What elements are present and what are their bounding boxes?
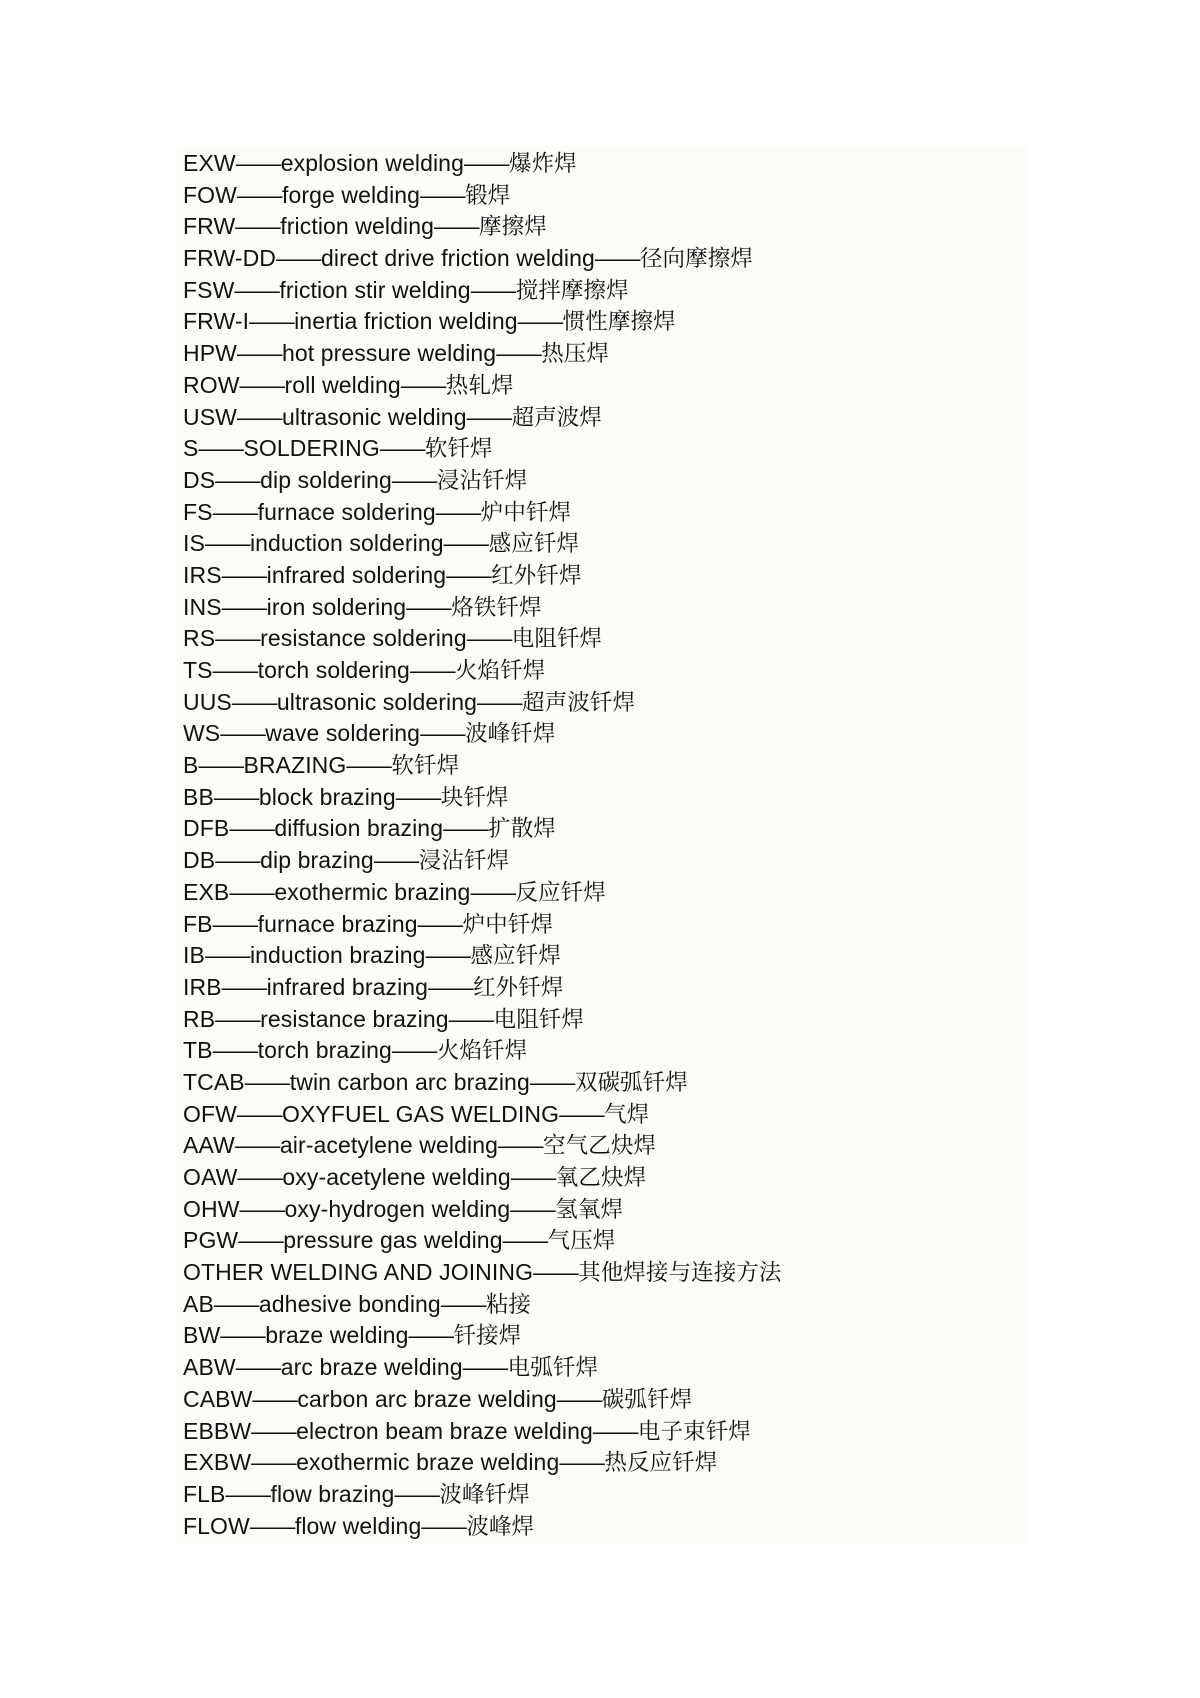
entry-english-term: carbon arc braze welding bbox=[297, 1385, 557, 1412]
entry-code: UUS bbox=[183, 688, 232, 715]
glossary-entry bbox=[183, 465, 782, 497]
entry-code: ABW bbox=[183, 1354, 236, 1381]
glossary-entry bbox=[183, 972, 782, 1004]
entry-separator: —— bbox=[559, 1100, 605, 1127]
entry-code: FS bbox=[183, 498, 213, 525]
glossary-entry bbox=[183, 528, 782, 560]
entry-code: FB bbox=[183, 910, 213, 937]
entry-english-term: iron soldering bbox=[266, 593, 407, 620]
entry-english-term: electron beam braze welding bbox=[296, 1417, 593, 1444]
entry-code: EBBW bbox=[183, 1417, 252, 1444]
glossary-entry bbox=[183, 782, 782, 814]
entry-separator: —— bbox=[220, 720, 266, 747]
entry-separator: —— bbox=[225, 1480, 271, 1507]
entry-english-term: SOLDERING bbox=[243, 435, 380, 462]
entry-english-term: flow brazing bbox=[270, 1480, 395, 1507]
glossary-entry bbox=[183, 1257, 782, 1289]
entry-separator: —— bbox=[235, 1354, 281, 1381]
entry-separator: —— bbox=[517, 308, 563, 335]
entry-chinese-term: 电阻钎焊 bbox=[493, 1006, 585, 1033]
glossary-entry bbox=[183, 1289, 782, 1321]
glossary-entry bbox=[183, 623, 782, 655]
entry-chinese-term: 爆炸焊 bbox=[508, 151, 577, 177]
entry-separator: —— bbox=[594, 245, 640, 272]
entry-chinese-term: 气焊 bbox=[604, 1101, 650, 1128]
glossary-entry bbox=[183, 750, 782, 782]
entry-chinese-term: 粘接 bbox=[485, 1291, 532, 1318]
entry-code: FRW bbox=[183, 213, 236, 240]
entry-code: BB bbox=[183, 783, 214, 810]
entry-english-term: forge welding bbox=[281, 181, 421, 208]
entry-separator: —— bbox=[400, 371, 446, 398]
entry-english-term: adhesive bonding bbox=[258, 1290, 441, 1317]
entry-code: HPW bbox=[183, 340, 237, 367]
entry-separator: —— bbox=[470, 276, 516, 303]
entry-separator: —— bbox=[498, 1132, 544, 1159]
entry-english-term: exothermic brazing bbox=[274, 878, 471, 905]
entry-chinese-term: 浸沾钎焊 bbox=[418, 848, 510, 875]
entry-code: AB bbox=[183, 1290, 214, 1317]
entry-separator: —— bbox=[236, 340, 282, 367]
glossary-entry bbox=[183, 909, 782, 941]
entry-separator: —— bbox=[204, 530, 250, 557]
entry-code: ROW bbox=[183, 371, 240, 398]
entry-code: WS bbox=[183, 720, 221, 747]
entry-english-term: friction stir welding bbox=[279, 276, 471, 303]
entry-code: OFW bbox=[183, 1100, 237, 1127]
entry-separator: —— bbox=[238, 1227, 284, 1254]
entry-chinese-term: 热反应钎焊 bbox=[604, 1450, 718, 1477]
glossary-entry bbox=[183, 845, 782, 877]
entry-chinese-term: 锻焊 bbox=[465, 182, 511, 209]
entry-separator: —— bbox=[229, 878, 275, 905]
entry-chinese-term: 超声波钎焊 bbox=[522, 689, 636, 716]
entry-separator: —— bbox=[559, 1449, 605, 1476]
entry-separator: —— bbox=[220, 1322, 266, 1349]
glossary-entry bbox=[183, 718, 782, 750]
entry-code: EXB bbox=[183, 878, 230, 905]
entry-code: AAW bbox=[183, 1132, 235, 1159]
glossary-entry bbox=[183, 1162, 782, 1194]
entry-chinese-term: 双碳弧钎焊 bbox=[574, 1069, 688, 1096]
entry-english-term: OTHER WELDING AND JOINING bbox=[183, 1259, 534, 1286]
entry-code: TCAB bbox=[183, 1068, 245, 1095]
glossary-entry bbox=[183, 1130, 782, 1162]
entry-code: OHW bbox=[183, 1195, 240, 1222]
entry-english-term: dip soldering bbox=[260, 466, 392, 493]
entry-separator: —— bbox=[425, 942, 471, 969]
entry-english-term: oxy-hydrogen welding bbox=[284, 1195, 511, 1222]
glossary-entry bbox=[183, 940, 782, 972]
entry-code: PGW bbox=[183, 1227, 239, 1254]
entry-separator: —— bbox=[198, 752, 244, 779]
glossary-entry bbox=[183, 877, 782, 909]
entry-code: RS bbox=[183, 625, 216, 652]
entry-chinese-term: 电子束钎焊 bbox=[637, 1418, 751, 1445]
entry-separator: —— bbox=[221, 973, 267, 1000]
entry-english-term: oxy-acetylene welding bbox=[282, 1164, 511, 1190]
entry-chinese-term: 感应钎焊 bbox=[488, 531, 580, 558]
entry-separator: —— bbox=[510, 1195, 556, 1222]
entry-separator: —— bbox=[198, 435, 244, 462]
glossary-entry bbox=[183, 180, 782, 212]
glossary-entry bbox=[183, 560, 782, 592]
glossary-entry bbox=[183, 402, 782, 434]
entry-separator: —— bbox=[395, 783, 441, 810]
entry-chinese-term: 热压焊 bbox=[541, 341, 610, 368]
entry-separator: —— bbox=[236, 403, 282, 430]
glossary-entry bbox=[183, 687, 782, 719]
entry-english-term: ultrasonic welding bbox=[281, 403, 467, 430]
entry-separator: —— bbox=[215, 847, 261, 874]
entry-english-term: inertia friction welding bbox=[294, 308, 518, 335]
entry-english-term: ultrasonic soldering bbox=[276, 688, 478, 715]
entry-separator: —— bbox=[529, 1068, 575, 1095]
entry-separator: —— bbox=[463, 150, 509, 176]
entry-separator: —— bbox=[249, 308, 295, 335]
glossary-entry bbox=[183, 1479, 782, 1511]
entry-chinese-term: 空气乙炔焊 bbox=[543, 1133, 657, 1160]
entry-separator: —— bbox=[221, 593, 267, 620]
entry-chinese-term: 波峰焊 bbox=[466, 1513, 535, 1540]
glossary-entry bbox=[183, 338, 782, 370]
entry-separator: —— bbox=[229, 815, 275, 842]
entry-chinese-term: 火焰钎焊 bbox=[454, 658, 546, 684]
glossary-entry bbox=[183, 1225, 782, 1257]
entry-separator: —— bbox=[379, 435, 425, 462]
entry-chinese-term: 钎接焊 bbox=[453, 1323, 522, 1350]
entry-code: FLB bbox=[183, 1480, 226, 1507]
entry-code: IRS bbox=[183, 561, 222, 588]
entry-english-term: resistance soldering bbox=[260, 625, 467, 652]
entry-separator: —— bbox=[221, 561, 267, 588]
entry-code: USW bbox=[183, 403, 237, 430]
entry-code: DB bbox=[183, 847, 216, 874]
entry-separator: —— bbox=[470, 878, 516, 905]
glossary-entry bbox=[183, 306, 782, 338]
entry-english-term: air-acetylene welding bbox=[279, 1132, 499, 1159]
entry-code: IB bbox=[183, 942, 205, 969]
entry-chinese-term: 烙铁钎焊 bbox=[451, 594, 542, 621]
entry-code: DS bbox=[183, 466, 216, 493]
entry-english-term: dip brazing bbox=[260, 847, 374, 874]
entry-separator: —— bbox=[443, 815, 489, 842]
entry-chinese-term: 火焰钎焊 bbox=[436, 1038, 528, 1065]
entry-chinese-term: 软钎焊 bbox=[424, 436, 493, 463]
entry-code: CABW bbox=[183, 1385, 253, 1412]
entry-english-term: diffusion brazing bbox=[274, 815, 444, 842]
entry-chinese-term: 红外钎焊 bbox=[491, 562, 582, 589]
entry-separator: —— bbox=[237, 1164, 283, 1190]
glossary-entry bbox=[183, 433, 782, 465]
entry-separator: —— bbox=[212, 657, 258, 683]
entry-chinese-term: 红外钎焊 bbox=[473, 974, 564, 1001]
entry-code: EXBW bbox=[183, 1449, 252, 1476]
entry-code: BW bbox=[183, 1322, 221, 1349]
glossary-entry bbox=[183, 813, 782, 845]
entry-code: FRW-I bbox=[183, 308, 250, 335]
entry-chinese-term: 搅拌摩擦焊 bbox=[515, 277, 629, 304]
entry-english-term: BRAZING bbox=[243, 752, 347, 779]
entry-chinese-term: 炉中钎焊 bbox=[462, 911, 554, 938]
entry-english-term: furnace soldering bbox=[257, 498, 436, 525]
glossary-entry bbox=[183, 148, 782, 180]
entry-separator: —— bbox=[406, 593, 452, 620]
entry-separator: —— bbox=[251, 1417, 297, 1444]
entry-separator: —— bbox=[391, 1037, 437, 1064]
entry-separator: —— bbox=[496, 340, 542, 367]
glossary-entry bbox=[183, 1352, 782, 1384]
glossary-entry bbox=[183, 1067, 782, 1099]
entry-separator: —— bbox=[394, 1480, 440, 1507]
entry-english-term: roll welding bbox=[284, 371, 401, 398]
entry-separator: —— bbox=[556, 1385, 602, 1412]
entry-code: TS bbox=[183, 657, 213, 683]
entry-separator: —— bbox=[391, 466, 437, 493]
entry-separator: —— bbox=[213, 783, 259, 810]
entry-chinese-term: 惯性摩擦焊 bbox=[562, 309, 676, 336]
glossary-entry bbox=[183, 1035, 782, 1067]
glossary-entry bbox=[183, 1416, 782, 1448]
entry-code: DFB bbox=[183, 815, 230, 842]
entry-code: FSW bbox=[183, 276, 235, 303]
entry-separator: —— bbox=[420, 720, 466, 747]
entry-separator: —— bbox=[434, 213, 479, 240]
entry-english-term: exothermic braze welding bbox=[296, 1449, 560, 1476]
entry-separator: —— bbox=[417, 910, 463, 937]
entry-separator: —— bbox=[428, 973, 474, 1000]
entry-english-term: arc braze welding bbox=[280, 1354, 463, 1381]
entry-chinese-term: 扩散焊 bbox=[488, 816, 556, 843]
entry-english-term: explosion welding bbox=[280, 150, 464, 176]
entry-separator: —— bbox=[215, 1005, 261, 1032]
entry-code: FRW-DD bbox=[183, 245, 277, 272]
glossary-entry bbox=[183, 370, 782, 402]
entry-separator: —— bbox=[408, 1322, 454, 1349]
glossary-entry bbox=[183, 1194, 782, 1226]
entry-separator: —— bbox=[236, 1100, 282, 1127]
entry-separator: —— bbox=[235, 213, 281, 240]
entry-separator: —— bbox=[435, 498, 481, 525]
entry-separator: —— bbox=[215, 466, 261, 493]
entry-separator: —— bbox=[466, 403, 512, 430]
entry-english-term: direct drive friction welding bbox=[321, 245, 595, 272]
entry-separator: —— bbox=[373, 847, 419, 874]
entry-chinese-term: 反应钎焊 bbox=[515, 879, 606, 906]
entry-english-term: infrared soldering bbox=[266, 561, 447, 588]
entry-english-term: induction brazing bbox=[249, 942, 426, 969]
glossary-entry bbox=[183, 655, 782, 687]
entry-code: IS bbox=[183, 530, 205, 557]
entry-separator: —— bbox=[236, 181, 282, 208]
entry-chinese-term: 氢氧焊 bbox=[555, 1196, 624, 1223]
glossary-entry bbox=[183, 243, 782, 275]
entry-separator: —— bbox=[346, 752, 392, 779]
entry-separator: —— bbox=[462, 1354, 508, 1381]
entry-code: B bbox=[183, 752, 199, 779]
entry-chinese-term: 电弧钎焊 bbox=[507, 1355, 599, 1382]
entry-separator: —— bbox=[212, 910, 258, 937]
entry-separator: —— bbox=[440, 1290, 486, 1317]
entry-chinese-term: 浸沾钎焊 bbox=[436, 467, 528, 494]
entry-english-term: braze welding bbox=[265, 1322, 409, 1349]
entry-separator: —— bbox=[234, 276, 280, 303]
glossary-entry bbox=[183, 1511, 782, 1543]
entry-chinese-term: 超声波焊 bbox=[511, 404, 602, 431]
entry-chinese-term: 气压焊 bbox=[547, 1228, 616, 1255]
entry-code: FLOW bbox=[183, 1512, 250, 1539]
entry-separator: —— bbox=[204, 942, 250, 969]
entry-separator: —— bbox=[231, 688, 277, 715]
entry-separator: —— bbox=[234, 1132, 280, 1159]
entry-code: TB bbox=[183, 1037, 213, 1064]
entry-separator: —— bbox=[510, 1164, 556, 1190]
entry-chinese-term: 摩擦焊 bbox=[479, 214, 547, 241]
entry-english-term: friction welding bbox=[280, 213, 434, 240]
entry-separator: —— bbox=[239, 371, 285, 398]
entry-separator: —— bbox=[466, 625, 512, 652]
entry-separator: —— bbox=[502, 1227, 548, 1254]
entry-separator: —— bbox=[249, 1512, 295, 1539]
entry-chinese-term: 热轧焊 bbox=[445, 372, 514, 399]
entry-separator: —— bbox=[235, 150, 281, 176]
entry-chinese-term: 软钎焊 bbox=[391, 753, 460, 780]
glossary-entry bbox=[183, 1004, 782, 1036]
entry-chinese-term: 碳弧钎焊 bbox=[601, 1386, 693, 1413]
entry-separator: —— bbox=[212, 498, 258, 525]
entry-chinese-term: 径向摩擦焊 bbox=[639, 246, 753, 273]
glossary-entry bbox=[183, 592, 782, 624]
entry-english-term: torch brazing bbox=[257, 1037, 392, 1064]
entry-english-term: block brazing bbox=[258, 783, 396, 810]
entry-separator: —— bbox=[446, 561, 492, 588]
entry-chinese-term: 其他焊接与连接方法 bbox=[578, 1260, 782, 1287]
entry-separator: —— bbox=[276, 245, 322, 272]
entry-chinese-term: 块钎焊 bbox=[440, 784, 509, 811]
glossary-entry bbox=[183, 497, 782, 529]
entry-separator: —— bbox=[244, 1068, 290, 1095]
entry-english-term: infrared brazing bbox=[266, 973, 429, 1000]
entry-english-term: torch soldering bbox=[257, 657, 410, 683]
entry-english-term: wave soldering bbox=[265, 720, 421, 747]
entry-english-term: resistance brazing bbox=[260, 1005, 449, 1032]
entry-code: OAW bbox=[183, 1164, 238, 1190]
glossary-entry bbox=[183, 1447, 782, 1479]
entry-separator: —— bbox=[420, 181, 466, 208]
entry-english-term: twin carbon arc brazing bbox=[289, 1068, 530, 1095]
entry-separator: —— bbox=[215, 625, 261, 652]
entry-separator: —— bbox=[448, 1005, 494, 1032]
entry-english-term: hot pressure welding bbox=[281, 340, 497, 367]
entry-separator: —— bbox=[477, 688, 523, 715]
entry-code: EXW bbox=[183, 150, 236, 176]
glossary-entry bbox=[183, 1099, 782, 1131]
entry-english-term: flow welding bbox=[294, 1512, 422, 1539]
entry-english-term: pressure gas welding bbox=[283, 1227, 503, 1254]
glossary-entry bbox=[183, 211, 782, 243]
entry-chinese-term: 电阻钎焊 bbox=[511, 626, 603, 653]
glossary-entry bbox=[183, 1384, 782, 1416]
entry-separator: —— bbox=[421, 1512, 467, 1539]
entry-code: IRB bbox=[183, 973, 222, 1000]
entry-separator: —— bbox=[212, 1037, 258, 1064]
welding-glossary-list bbox=[183, 148, 782, 1542]
glossary-entry bbox=[183, 275, 782, 307]
entry-code: S bbox=[183, 435, 199, 462]
entry-english-term: furnace brazing bbox=[257, 910, 418, 937]
glossary-entry bbox=[183, 1320, 782, 1352]
entry-chinese-term: 氧乙炔焊 bbox=[555, 1165, 647, 1191]
entry-code: INS bbox=[183, 593, 222, 620]
entry-separator: —— bbox=[533, 1259, 579, 1286]
entry-separator: —— bbox=[592, 1417, 638, 1444]
entry-chinese-term: 感应钎焊 bbox=[470, 943, 561, 970]
entry-chinese-term: 波峰钎焊 bbox=[465, 721, 556, 748]
entry-separator: —— bbox=[252, 1385, 298, 1412]
entry-english-term: OXYFUEL GAS WELDING bbox=[281, 1100, 560, 1127]
entry-english-term: induction soldering bbox=[249, 530, 444, 557]
entry-separator: —— bbox=[409, 657, 455, 683]
entry-chinese-term: 波峰钎焊 bbox=[439, 1481, 530, 1508]
entry-chinese-term: 炉中钎焊 bbox=[480, 499, 572, 526]
entry-separator: —— bbox=[239, 1195, 285, 1222]
entry-code: RB bbox=[183, 1005, 216, 1032]
entry-separator: —— bbox=[251, 1449, 297, 1476]
entry-code: FOW bbox=[183, 181, 237, 208]
entry-separator: —— bbox=[213, 1290, 259, 1317]
entry-separator: —— bbox=[443, 530, 489, 557]
